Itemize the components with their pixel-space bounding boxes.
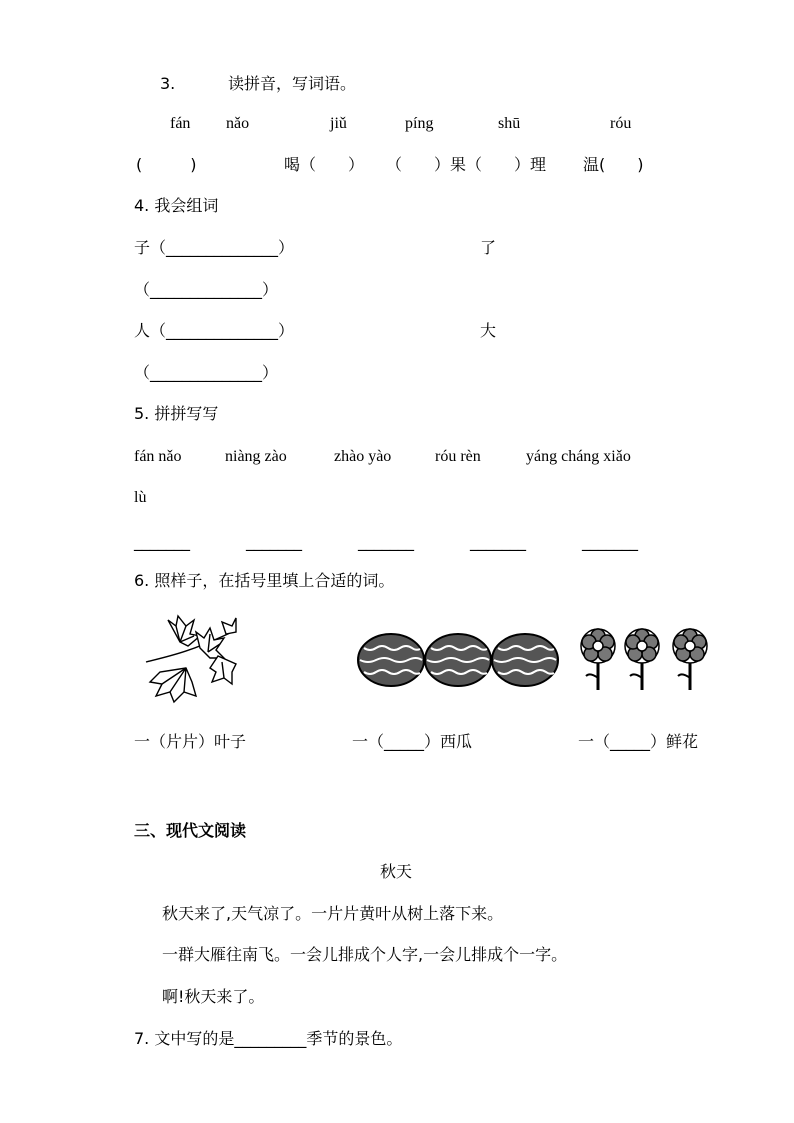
q4-line-ren[interactable]: 人（______________） <box>134 321 295 340</box>
section-title: 三、现代文阅读 <box>134 821 247 840</box>
q5-pinyin-4: róu rèn <box>435 448 481 465</box>
q5-blank-3[interactable]: _______ <box>358 532 414 551</box>
q5-blank-1[interactable]: _______ <box>134 532 190 551</box>
passage-title: 秋天 <box>380 862 413 881</box>
pinyin-2: nǎo <box>226 115 250 132</box>
q5-blank-4[interactable]: _______ <box>470 532 526 551</box>
q5-heading: 5. 拼拼写写 <box>134 404 219 423</box>
q5-pinyin-1: fán nǎo <box>134 448 182 465</box>
leaves-icon <box>140 612 240 704</box>
q5-pinyin-5: yáng cháng xiǎo <box>526 448 631 465</box>
q4-line-le[interactable]: （______________） <box>134 280 279 299</box>
q5-pinyin-3: zhào yào <box>334 448 392 465</box>
q5-pinyin-6: lù <box>134 489 147 506</box>
q6-watermelon-blank[interactable]: 一（_____）西瓜 <box>352 732 473 751</box>
q3-blank-3[interactable]: （ ）果（ ）理 <box>386 155 547 174</box>
passage-paragraph-2: 一群大雁往南飞。一会儿排成个人字,一会儿排成个一字。 <box>162 945 568 964</box>
q5-blank-5[interactable]: _______ <box>582 532 638 551</box>
q6-flower-blank[interactable]: 一（_____）鲜花 <box>578 732 699 751</box>
q3-blank-1[interactable]: ( ) <box>136 155 197 174</box>
passage-paragraph-3: 啊!秋天来了。 <box>162 987 265 1006</box>
q4-char-da: 大 <box>480 321 497 340</box>
q6-heading: 6. 照样子，在括号里填上合适的词。 <box>134 571 395 590</box>
q3-number: 3. <box>160 74 176 93</box>
pinyin-4: píng <box>405 115 434 132</box>
pinyin-6: róu <box>610 115 632 132</box>
flower-icon <box>580 624 716 694</box>
q4-line-da[interactable]: （______________） <box>134 363 279 382</box>
pinyin-3: jiǔ <box>330 115 347 132</box>
pinyin-1: fán <box>170 115 191 132</box>
q4-char-le: 了 <box>480 238 497 257</box>
q3-blank-2[interactable]: 喝（ ） <box>284 155 365 174</box>
q5-blank-2[interactable]: _______ <box>246 532 302 551</box>
pinyin-5: shū <box>498 115 521 132</box>
q4-heading: 4. 我会组词 <box>134 196 219 215</box>
q3-blank-4[interactable]: 温( ) <box>583 155 644 174</box>
watermelon-icon <box>356 632 560 688</box>
q6-example: 一（片片）叶子 <box>134 732 247 751</box>
q7-question[interactable]: 7. 文中写的是_________季节的景色。 <box>134 1029 403 1048</box>
q4-line-zi[interactable]: 子（______________） <box>134 238 295 257</box>
passage-paragraph-1: 秋天来了,天气凉了。一片片黄叶从树上落下来。 <box>162 904 504 923</box>
q3-heading: 读拼音，写词语。 <box>228 74 357 93</box>
q5-pinyin-2: niàng zào <box>225 448 287 465</box>
